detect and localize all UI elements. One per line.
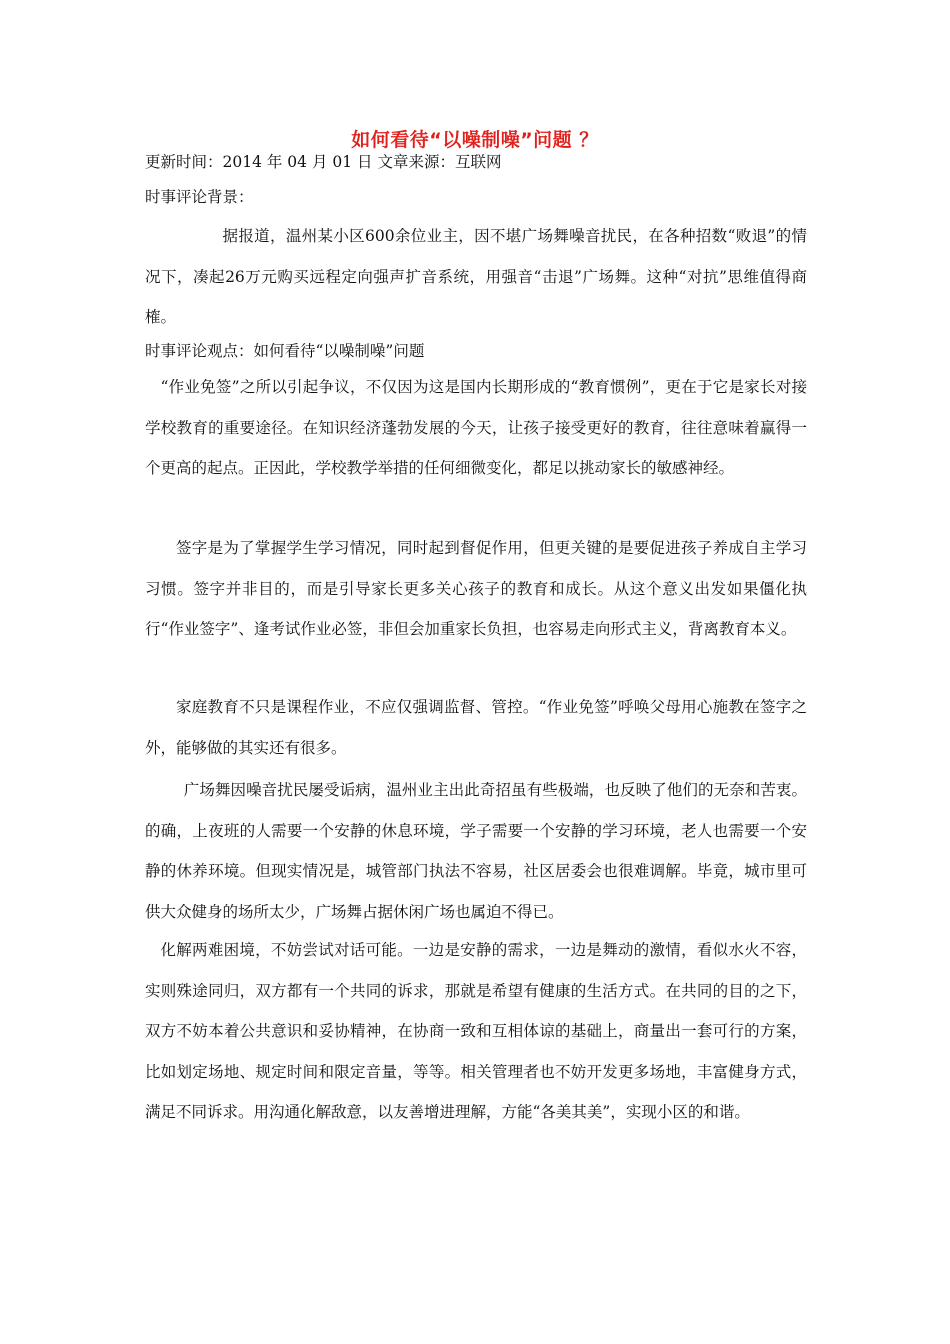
body-paragraph-4: 广场舞因噪音扰民屡受诟病，温州业主出此奇招虽有些极端，也反映了他们的无奈和苦衷。的确，上夜班的人需要一个安静的休息环境，学子需要一个安静的学习环境，老人也需要一个安静的休养环境。但现实情况是，城管部门执法不容易，社区居委会也很难调解。毕竟，城市里可供大众健身的场所太少，广场舞占据休闲广场也属迫不得已。	[145, 781, 807, 921]
body-paragraph-5: 化解两难困境，不妨尝试对话可能。一边是安静的需求，一边是舞动的激情，看似水火不容，实则殊途同归，双方都有一个共同的诉求，那就是希望有健康的生活方式。在共同的目的之下，双方不妨本着公共意识和妥协精神，在协商一致和互相体谅的基础上，商量出一套可行的方案，比如划定场地、规定时间和限定音量，等等。相关管理者也不妨开发更多场地，丰富健身方式，满足不同诉求。用沟通化解敌意，以友善增进理解，方能“各美其美”，实现小区的和谐。	[145, 941, 807, 1121]
background-heading: 时事评论背景：	[145, 188, 254, 206]
article-meta-line: 更新时间：2014 年 04 月 01 日 文章来源：互联网	[145, 153, 502, 171]
viewpoint-heading: 时事评论观点：如何看待“以噪制噪”问题	[145, 342, 425, 360]
body-paragraph-2: 签字是为了掌握学生学习情况，同时起到督促作用，但更关键的是要促进孩子养成自主学习习惯。签字并非目的，而是引导家长更多关心孩子的教育和成长。从这个意义出发如果僵化执行“作业签字”、逢考试作业必签，非但会加重家长负担，也容易走向形式主义，背离教育本义。	[145, 539, 807, 638]
body-paragraph-3: 家庭教育不只是课程作业，不应仅强调监督、管控。“作业免签”呼唤父母用心施教在签字之外，能够做的其实还有很多。	[145, 698, 807, 757]
article-title: 如何看待“以噪制噪”问题 ？	[351, 129, 599, 151]
background-paragraph: 据报道，温州某小区600余位业主，因不堪广场舞噪音扰民，在各种招数“败退”的情况下，凑起26万元购买远程定向强声扩音系统，用强音“击退”广场舞。这种“对抗”思维值得商榷。	[145, 227, 807, 326]
body-paragraph-1: “作业免签”之所以引起争议，不仅因为这是国内长期形成的“教育惯例”，更在于它是家长对接学校教育的重要途径。在知识经济蓬勃发展的今天，让孩子接受更好的教育，往往意味着赢得一个更高的起点。正因此，学校教学举措的任何细微变化，都足以挑动家长的敏感神经。	[145, 378, 807, 477]
